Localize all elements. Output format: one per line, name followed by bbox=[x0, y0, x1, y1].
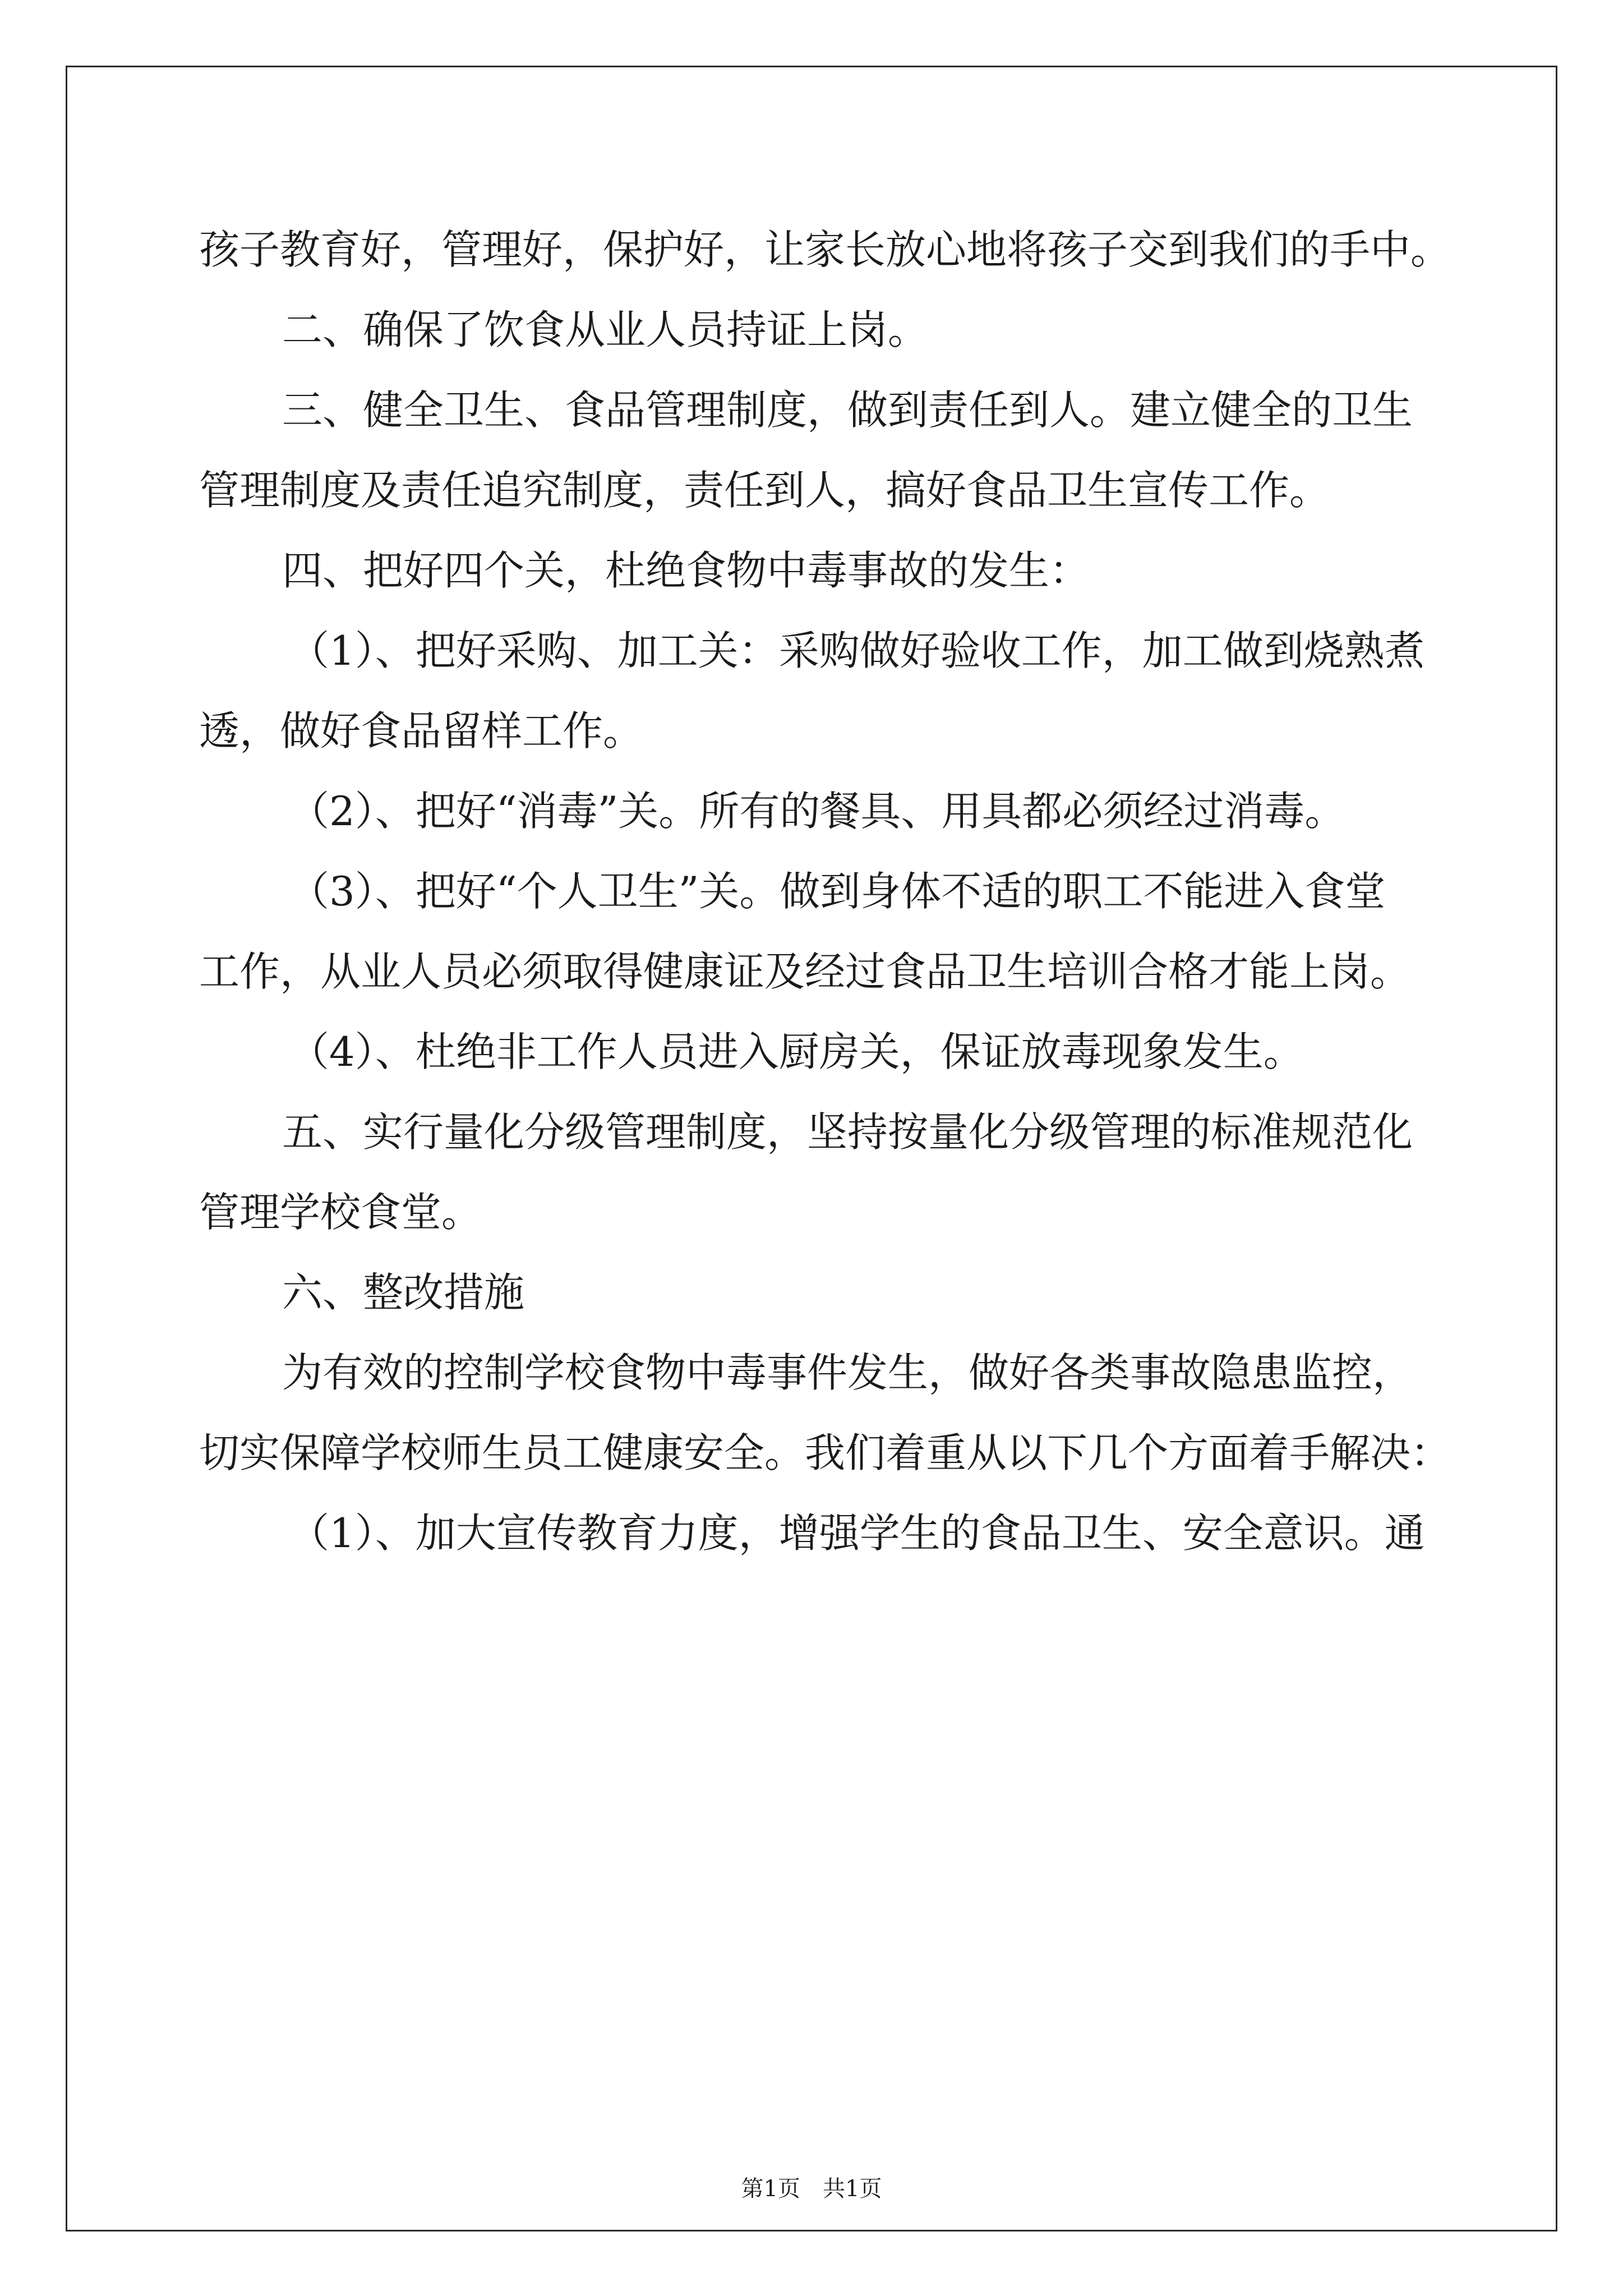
text-line: 管理学校食堂。 bbox=[199, 1189, 482, 1236]
text-line: 管理制度及责任追究制度，责任到人，搞好食品卫生宣传工作。 bbox=[199, 467, 1330, 514]
text-line: 六、整改措施 bbox=[282, 1269, 525, 1316]
text-line: 三、健全卫生、食品管理制度，做到责任到人。建立健全的卫生 bbox=[282, 386, 1413, 434]
text-line: 孩子教育好，管理好，保护好，让家长放心地将孩子交到我们的手中。 bbox=[199, 226, 1451, 273]
text-line: 工作，从业人员必须取得健康证及经过食品卫生培训合格才能上岗。 bbox=[199, 948, 1411, 995]
text-line: （4）、杜绝非工作人员进入厨房关，保证放毒现象发生。 bbox=[289, 1028, 1304, 1075]
text-line: 为有效的控制学校食物中毒事件发生，做好各类事故隐患监控， bbox=[282, 1349, 1413, 1396]
text-line: （3）、把好“个人卫生”关。做到身体不适的职工不能进入食堂 bbox=[289, 868, 1386, 915]
text-line: （2）、把好“消毒”关。所有的餐具、用具都必须经过消毒。 bbox=[289, 788, 1345, 835]
page-number-footer: 第1页 共1页 bbox=[741, 2176, 882, 2202]
text-line: 透，做好食品留样工作。 bbox=[199, 707, 644, 754]
text-line: （1）、加大宣传教育力度，增强学生的食品卫生、安全意识。通 bbox=[289, 1510, 1425, 1557]
text-line: 二、确保了饮食从业人员持证上岗。 bbox=[282, 306, 929, 353]
text-line: 切实保障学校师生员工健康安全。我们着重从以下几个方面着手解决： bbox=[199, 1429, 1451, 1476]
text-line: 四、把好四个关，杜绝食物中毒事故的发生： bbox=[282, 547, 1090, 594]
text-line: （1）、把好采购、加工关：采购做好验收工作，加工做到烧熟煮 bbox=[289, 627, 1425, 674]
text-line: 五、实行量化分级管理制度，坚持按量化分级管理的标准规范化 bbox=[282, 1108, 1413, 1156]
